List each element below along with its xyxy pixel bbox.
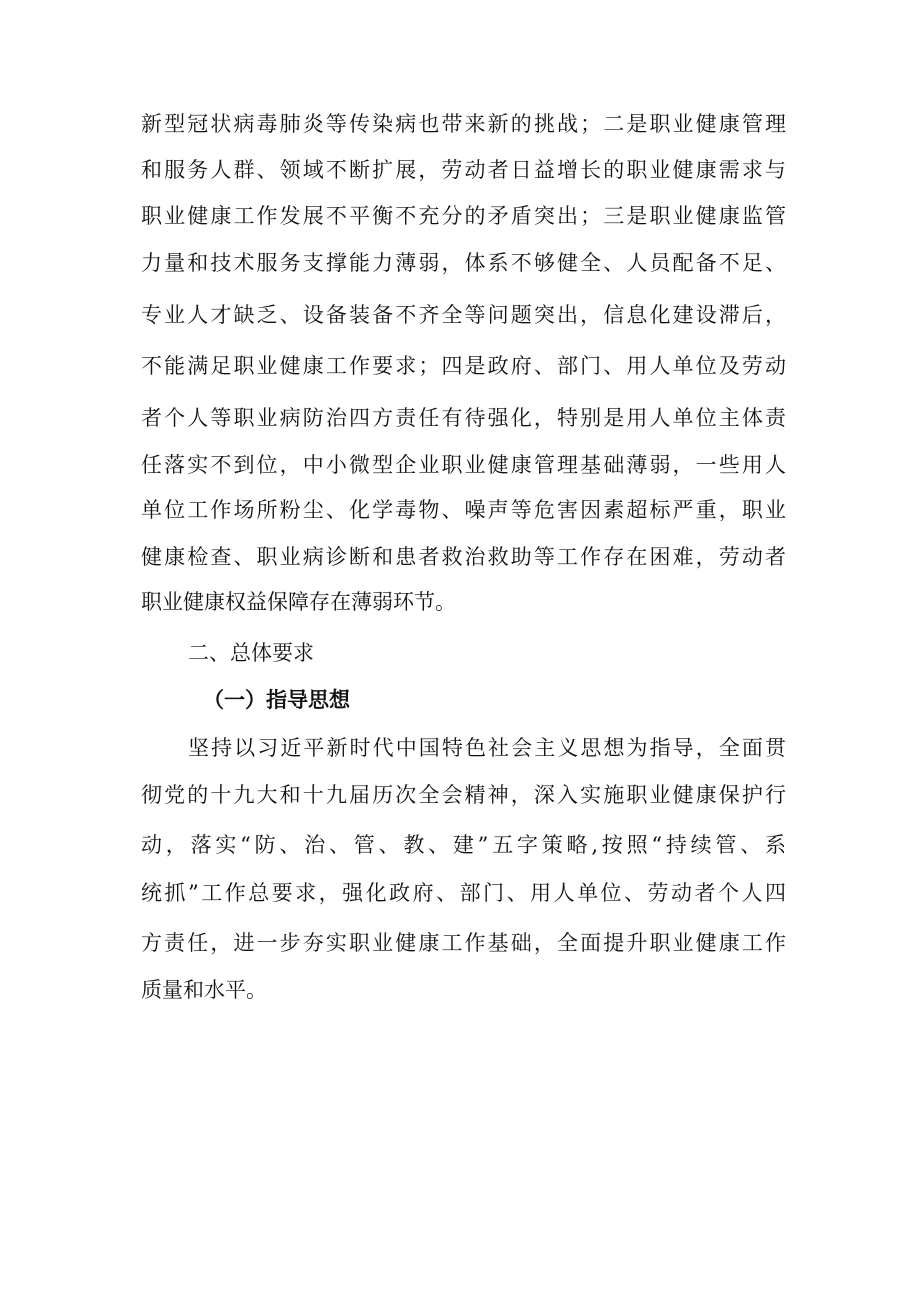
text-line: 不能满足职业健康工作要求；四是政府、部门、用人单位及劳动 bbox=[141, 354, 786, 378]
text-line: 坚持以习近平新时代中国特色社会主义思想为指导，全面贯 bbox=[188, 736, 786, 760]
text-line: 者个人等职业病防治四方责任有待强化，特别是用人单位主体责 bbox=[141, 406, 786, 430]
text-line: 单位工作场所粉尘、化学毒物、噪声等危害因素超标严重，职业 bbox=[141, 498, 786, 522]
text-line: 和服务人群、领域不断扩展，劳动者日益增长的职业健康需求与 bbox=[141, 158, 786, 182]
text-line: 职业健康权益保障存在薄弱环节。 bbox=[141, 590, 456, 614]
text-line: 任落实不到位，中小微型企业职业健康管理基础薄弱，一些用人 bbox=[141, 453, 786, 477]
text-line: 职业健康工作发展不平衡不充分的矛盾突出；三是职业健康监管 bbox=[141, 204, 786, 228]
text-line: 质量和水平。 bbox=[141, 978, 267, 1002]
section-heading: 二、总体要求 bbox=[188, 641, 314, 665]
text-line: 专业人才缺乏、设备装备不齐全等问题突出，信息化建设滞后， bbox=[141, 303, 786, 327]
text-line: 彻党的十九大和十九届历次全会精神，深入实施职业健康保护行 bbox=[141, 783, 786, 807]
text-line: 统抓”工作总要求，强化政府、部门、用人单位、劳动者个人四 bbox=[141, 881, 786, 905]
text-line: 健康检查、职业病诊断和患者救治救助等工作存在困难，劳动者 bbox=[141, 545, 786, 569]
text-line: 力量和技术服务支撑能力薄弱，体系不够健全、人员配备不足、 bbox=[141, 251, 786, 275]
text-line: 方责任，进一步夯实职业健康工作基础，全面提升职业健康工作 bbox=[141, 931, 786, 955]
subsection-heading: （一）指导思想 bbox=[203, 688, 350, 712]
text-line: 新型冠状病毒肺炎等传染病也带来新的挑战；二是职业健康管理 bbox=[141, 112, 786, 136]
text-line: 动，落实“防、治、管、教、建”五字策略,按照“持续管、系 bbox=[141, 833, 786, 857]
